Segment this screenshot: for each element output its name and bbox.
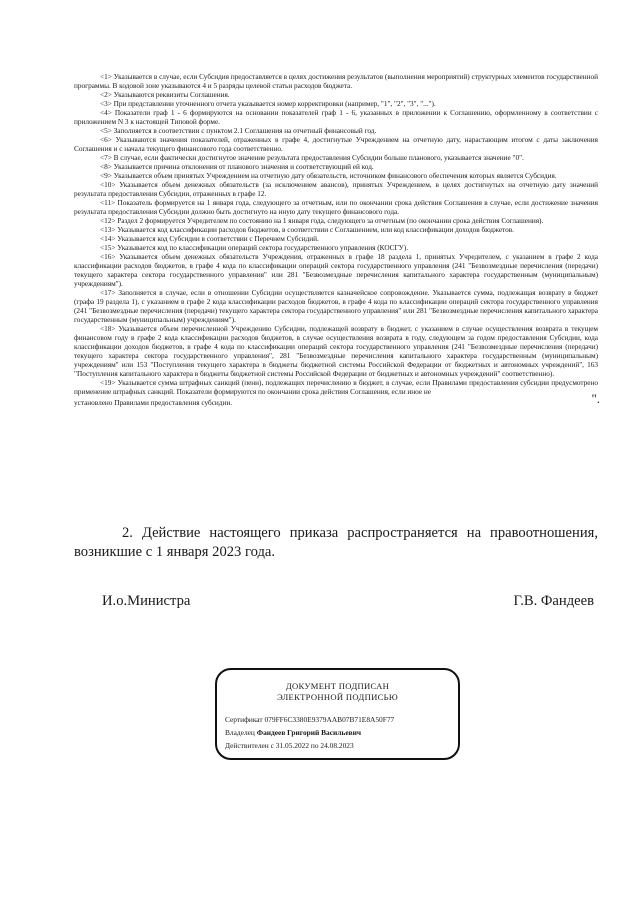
- stamp-owner-row: [225, 726, 452, 739]
- footnote-9: <9> Указывается объем принятых Учреждением на отчетную дату обязательств, источником финансового обеспечения которых является Субсидия.: [100, 171, 557, 180]
- electronic-signature-stamp: [215, 668, 460, 760]
- footnote-17: <17> Заполняется в случае, если в отношении Субсидии осуществляется казначейское сопровождение. Указывается сумма, подлежащая возврату в бюджет (графа 19 раздела 1), с указанием в графе 2 кода классификации расходов бюджетов, в графе 4 кода по классификации операций сектора государственного управления (241 "Безвозмездные перечисления (передачи) текущего характера сектора государственного управления" или 281 "Безвозмездные перечисления капитального характера государственным (муниципальным) учреждениям").: [74, 288, 598, 324]
- footnote-12: <12> Раздел 2 формируется Учредителем по состоянию на 1 января года, следующего за отчетным (по окончании срока действия Соглашения).: [100, 216, 544, 225]
- footnote-4: <4> Показатели граф 1 - 6 формируются на основании показателей граф 1 - 6, указанных в приложении к Соглашению, оформленному в соответствии с приложением N 3 к настоящей Типовой форме.: [74, 108, 598, 126]
- footnote-6: <6> Указываются значения показателей, отраженных в графе 4, достигнутые Учреждением на отчетную дату, нарастающим итогом с даты заключения Соглашения и с начала текущего финансового года соответственно.: [74, 135, 598, 153]
- stamp-header: [217, 681, 458, 703]
- signatory-name: Г.В. Фандеев: [513, 593, 594, 609]
- footnote-3: <3> При представлении уточненного отчета указывается номер корректировки (например, "1", "2", "3", "...").: [100, 99, 436, 108]
- footnote-10: <10> Указывается объем денежных обязательств (за исключением авансов), принятых Учреждением, в целях достигнутых на отчетную дату значений результата предоставления Субсидии, отраженных в графе 12.: [74, 180, 598, 198]
- certificate-value: 079FF6C3380E9379AAB07B71E8A50F77: [264, 715, 395, 724]
- footnote-13: <13> Указывается код классификации расходов бюджетов, в соответствии с Соглашением, или код классификации доходов бюджетов.: [100, 225, 514, 234]
- stamp-title-line1: ДОКУМЕНТ ПОДПИСАН: [285, 681, 390, 691]
- footnote-2: <2> Указываются реквизиты Соглашения.: [100, 90, 230, 99]
- footnote-14: <14> Указывается код Субсидии в соответствии с Перечнем Субсидий.: [100, 234, 319, 243]
- closing-line: установлено Правилами предоставления субсидии.: [74, 398, 233, 407]
- footnotes-block: [74, 72, 598, 407]
- validity-from: 31.05.2022: [275, 741, 310, 750]
- validity-to-prefix: по: [310, 741, 319, 750]
- owner-label: Владелец: [225, 728, 255, 737]
- stamp-certificate-row: [225, 713, 452, 726]
- closing-quote: ".: [591, 391, 600, 406]
- footnote-5: <5> Заполняется в соответствии с пунктом 2.1 Соглашения на отчетный финансовый год.: [100, 126, 377, 135]
- stamp-title-line2: ЭЛЕКТРОННОЙ ПОДПИСЬЮ: [276, 692, 398, 702]
- validity-label: Действителен: [225, 741, 269, 750]
- footnote-1: <1> Указывается в случае, если Субсидия предоставляется в целях достижения результатов (выполнения мероприятий) структурных элементов государственной программы. В кодовой зоне указываются 4 и 5 разряды целевой статьи расходов бюджета.: [74, 72, 598, 90]
- footnote-19: <19> Указывается сумма штрафных санкций (пени), подлежащих перечислению в бюджет, в случае, если Правилами предоставления субсидии предусмотрено применение штрафных санкций. Показатели формируются по окончании срока действия Соглашения, если иное не: [74, 378, 598, 396]
- footnote-7: <7> В случае, если фактически достигнутое значение результата предоставления Субсидии больше планового, указывается значение "0".: [100, 153, 524, 162]
- validity-from-prefix: с: [270, 741, 274, 750]
- stamp-details: [225, 713, 452, 752]
- footnotes-closing: [74, 391, 600, 407]
- stamp-validity-row: [225, 739, 452, 752]
- certificate-label: Сертификат: [225, 715, 263, 724]
- order-point-2: 2. Действие настоящего приказа распространяется на правоотношения, возникшие с 1 января 2023 года.: [74, 525, 598, 560]
- owner-value: Фандеев Григорий Васильевич: [256, 728, 362, 737]
- footnote-15: <15> Указывается код по классификации операций сектора государственного управления (КОСГУ).: [100, 243, 409, 252]
- signatory-position: И.о.Министра: [102, 593, 191, 609]
- footnote-18: <18> Указывается объем перечисленной Учреждению Субсидии, подлежащей возврату в бюджет, с указанием в случае осуществления возврата в текущем финансовом году в графе 2 кода классификации расходов бюджетов, в случае осуществления возврата в году, следующем за годом предоставления Субсидии, кода классификации доходов бюджетов, в графе 4 кода по классификации операций сектора государственного управления (241 "Безвозмездные перечисления (передачи) текущего характера сектора государственного управления", 281 "Безвозмездные перечисления капитального характера государственным (муниципальным) учреждениям" или 153 "Поступления текущего характера в бюджеты бюджетной системы Российской Федерации от бюджетных и автономных учреждений", 163 "Поступления капитального характера в бюджеты бюджетной системы Российской Федерации от бюджетных и автономных учреждений" соответственно).: [74, 324, 598, 378]
- footnote-16: <16> Указывается объем денежных обязательств Учреждения, отраженных в графе 18 раздела 1, принятых Учредителем, с указанием в графе 2 кода классификации расходов бюджетов, в графе 4 кода по классификации операций сектора государственного управления (241 "Безвозмездные перечисления (передачи) текущего характера сектора государственного управления" или 281 "Безвозмездные перечисления капитального характера государственным (муниципальным) учреждениям").: [74, 252, 598, 288]
- footnote-11: <11> Показатель формируется на 1 января года, следующего за отчетным, или по окончании срока действия Соглашения в случае, если достижение значения результата предоставления Субсидии должно быть достигнуто на иную дату текущего финансового года.: [74, 198, 598, 216]
- footnote-8: <8> Указывается причина отклонения от планового значения и соответствующий ей код.: [100, 162, 374, 171]
- validity-to: 24.08.2023: [320, 741, 354, 750]
